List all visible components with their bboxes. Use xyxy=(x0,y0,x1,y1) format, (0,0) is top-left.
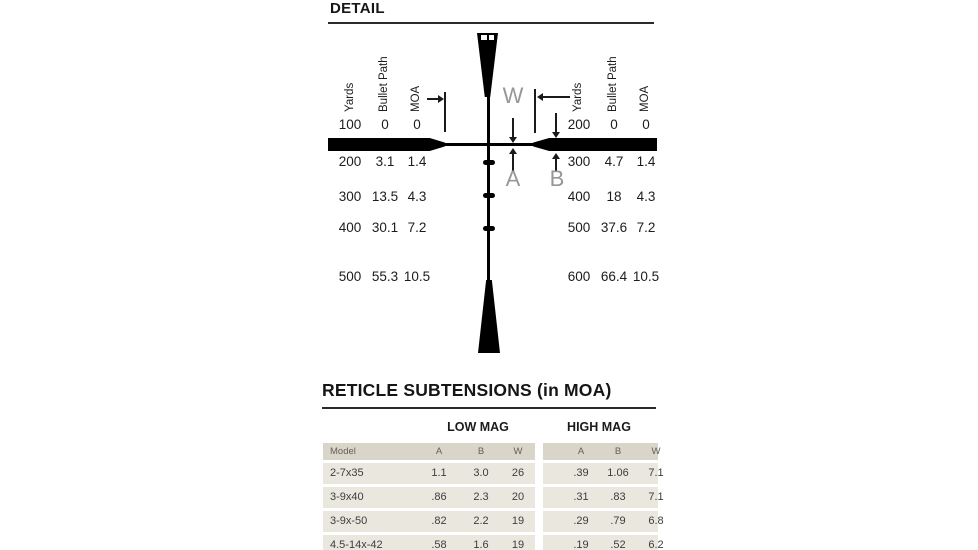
cell-low-b: 3.0 xyxy=(473,467,489,479)
cell-moa: 0 xyxy=(642,117,650,132)
cell-high-a: .29 xyxy=(573,515,589,527)
cell-bullet-path: 18 xyxy=(606,189,622,204)
cell-high-b: .52 xyxy=(610,539,626,550)
w-boundary-left-line xyxy=(444,92,446,132)
cell-model: 3-9x40 xyxy=(330,491,364,503)
left-table-row xyxy=(331,189,433,205)
column-header-high-b: B xyxy=(614,446,622,457)
subtensions-rule xyxy=(322,407,656,409)
holdover-tick-3 xyxy=(483,226,495,231)
cell-bullet-path: 3.1 xyxy=(375,154,395,169)
cell-bullet-path: 0 xyxy=(381,117,389,132)
cell-yards: 300 xyxy=(338,189,362,204)
b-label: B xyxy=(549,166,565,191)
cell-low-w: 19 xyxy=(511,539,525,550)
top-post-notch xyxy=(481,35,494,40)
cell-high-b: .79 xyxy=(610,515,626,527)
w-boundary-right-line xyxy=(534,89,536,133)
cell-bullet-path: 0 xyxy=(610,117,618,132)
cell-moa: 1.4 xyxy=(636,154,656,169)
right-table-header-yards: Yards xyxy=(572,82,584,112)
right-table-header-moa: MOA xyxy=(639,85,651,112)
a-label: A xyxy=(505,166,521,191)
cell-low-b: 1.6 xyxy=(473,539,489,550)
subtensions-row xyxy=(323,463,664,484)
reticle-bottom-post xyxy=(478,280,500,353)
cell-moa: 7.2 xyxy=(636,220,656,235)
column-header-low-a: A xyxy=(435,446,443,457)
cell-high-a: .39 xyxy=(573,467,589,479)
a-arrow-down-icon xyxy=(509,137,517,143)
cell-model: 2-7x35 xyxy=(330,467,364,479)
right-table-row xyxy=(559,154,663,170)
b-arrow-down-stem xyxy=(555,113,557,132)
right-table-row xyxy=(559,220,663,236)
subtensions-row xyxy=(323,511,664,532)
cell-moa: 10.5 xyxy=(632,269,660,284)
subtensions-row xyxy=(323,487,664,508)
subtensions-title: RETICLE SUBTENSIONS (in MOA) xyxy=(322,380,612,400)
group-header-high-mag: HIGH MAG xyxy=(567,420,631,434)
cell-moa: 4.3 xyxy=(407,189,427,204)
cell-moa: 10.5 xyxy=(403,269,431,284)
w-arrow-left-icon xyxy=(537,93,543,101)
reticle-thin-vertical-wire xyxy=(487,96,490,282)
holdover-tick-1 xyxy=(483,160,495,165)
cell-yards: 400 xyxy=(338,220,362,235)
cell-high-b: 1.06 xyxy=(607,467,629,479)
cell-high-a: .31 xyxy=(573,491,589,503)
left-table-header-bullet-path: Bullet Path xyxy=(378,56,390,112)
right-table-row xyxy=(559,189,663,205)
cell-high-w: 7.1 xyxy=(648,467,664,479)
subtensions-header-row xyxy=(323,443,661,460)
cell-bullet-path: 30.1 xyxy=(371,220,399,235)
left-table-header-yards: Yards xyxy=(344,82,356,112)
cell-low-a: .82 xyxy=(431,515,447,527)
cell-moa: 0 xyxy=(413,117,421,132)
cell-bullet-path: 4.7 xyxy=(604,154,624,169)
left-table-row xyxy=(331,154,433,170)
cell-model: 3-9x-50 xyxy=(330,515,368,527)
cell-bullet-path: 55.3 xyxy=(371,269,399,284)
cell-high-w: 7.1 xyxy=(648,491,664,503)
cell-high-w: 6.8 xyxy=(648,515,664,527)
cell-model: 4.5-14x-42 xyxy=(330,539,383,550)
cell-low-b: 2.3 xyxy=(473,491,489,503)
cell-bullet-path: 37.6 xyxy=(600,220,628,235)
cell-yards: 400 xyxy=(567,189,591,204)
cell-low-a: .86 xyxy=(431,491,447,503)
cell-yards: 200 xyxy=(338,154,362,169)
reticle-left-heavy-bar xyxy=(328,138,445,151)
group-header-low-mag: LOW MAG xyxy=(447,420,509,434)
column-header-high-a: A xyxy=(577,446,585,457)
cell-high-w: 6.2 xyxy=(648,539,664,550)
w-arrow-right-icon xyxy=(438,95,444,103)
right-table-row xyxy=(559,269,663,285)
right-table-row xyxy=(559,117,663,133)
w-label: W xyxy=(502,83,524,108)
left-table-header-moa: MOA xyxy=(410,85,422,112)
reticle-top-post xyxy=(477,33,498,97)
left-table-row xyxy=(331,220,433,236)
column-header-low-w: W xyxy=(513,446,523,457)
cell-low-a: .58 xyxy=(431,539,447,550)
cell-yards: 200 xyxy=(567,117,591,132)
column-header-model: Model xyxy=(330,446,356,457)
cell-moa: 1.4 xyxy=(407,154,427,169)
cell-high-a: .19 xyxy=(573,539,589,550)
cell-low-w: 19 xyxy=(511,515,525,527)
cell-yards: 600 xyxy=(567,269,591,284)
column-header-high-w: W xyxy=(651,446,661,457)
cell-low-w: 26 xyxy=(511,467,525,479)
top-post-notch-divider xyxy=(487,35,489,40)
a-arrow-down-stem xyxy=(512,118,514,137)
cell-yards: 500 xyxy=(338,269,362,284)
cell-low-a: 1.1 xyxy=(431,467,447,479)
reticle-right-heavy-bar xyxy=(533,138,657,151)
detail-title: DETAIL xyxy=(330,0,385,17)
right-table-header-bullet-path: Bullet Path xyxy=(607,56,619,112)
cell-low-b: 2.2 xyxy=(473,515,489,527)
left-table-row xyxy=(331,269,433,285)
column-header-low-b: B xyxy=(477,446,485,457)
w-arrow-left-stem xyxy=(543,96,570,98)
cell-moa: 4.3 xyxy=(636,189,656,204)
cell-yards: 500 xyxy=(567,220,591,235)
left-table-row xyxy=(331,117,433,133)
cell-yards: 100 xyxy=(338,117,362,132)
cell-bullet-path: 13.5 xyxy=(371,189,399,204)
cell-bullet-path: 66.4 xyxy=(600,269,628,284)
cell-high-b: .83 xyxy=(610,491,626,503)
cell-yards: 300 xyxy=(567,154,591,169)
cell-low-w: 20 xyxy=(511,491,525,503)
subtensions-row xyxy=(323,535,664,550)
holdover-tick-2 xyxy=(483,193,495,198)
cell-moa: 7.2 xyxy=(407,220,427,235)
